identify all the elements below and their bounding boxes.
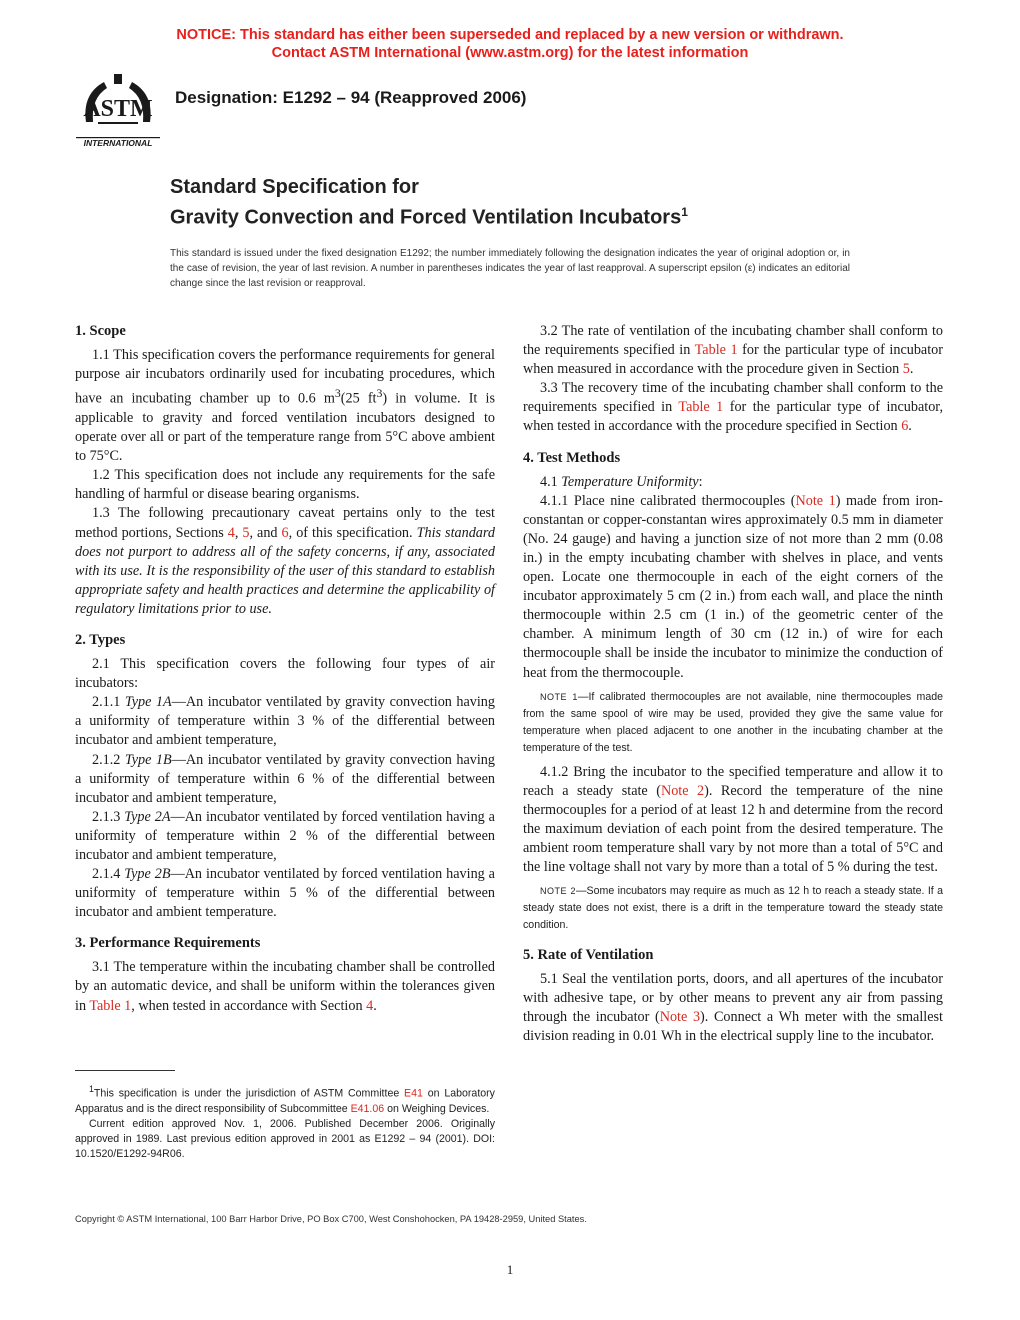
committee-e41-link[interactable]: E41: [404, 1087, 423, 1100]
section-6-link[interactable]: 6: [901, 418, 909, 435]
section-4-link[interactable]: 4: [227, 524, 235, 541]
section-heading-test-methods: 4. Test Methods: [523, 449, 621, 466]
paragraph-1-3: 1.3 The following precautionary caveat pertains only to the test method portions, Sections 4, 5, and 6, of this specification. This standard does not purport to address all of the safety concerns, if any, associated with its use. It is the responsibility of the user of this standard to establish appropriate safety and health practices and determine the applicability of regulatory limitations prior to use.: [75, 505, 495, 617]
left-column: [75, 322, 495, 1016]
section-heading-performance: 3. Performance Requirements: [75, 935, 261, 952]
table-1-link[interactable]: Table 1: [678, 399, 724, 416]
logo-subtext: INTERNATIONAL: [83, 138, 153, 148]
right-column: [523, 322, 943, 1047]
page-number: 1: [506, 1262, 514, 1277]
section-heading-types: 2. Types: [75, 632, 126, 649]
section-6-link[interactable]: 6: [281, 524, 289, 541]
section-heading-scope: 1. Scope: [75, 323, 126, 339]
paragraph-2-1-4: 2.1.4 Type 2B—An incubator ventilated by forced ventilation having a uniformity of temperature within 5 % of the differential between incubator and ambient temperature.: [75, 866, 495, 921]
table-1-link[interactable]: Table 1: [89, 997, 132, 1014]
footnote-rule: [75, 1070, 175, 1071]
paragraph-2-1-3: 2.1.3 Type 2A—An incubator ventilated by forced ventilation having a uniformity of temperature within 2 % of the differential between incubator and ambient temperature,: [75, 808, 495, 863]
footnote-edition: Current edition approved Nov. 1, 2006. Published December 2006. Originally approved in 1989. Last previous edition approved in 2001 as E1292 – 94 (2001). DOI: 10.1520/E1292-94R06.: [75, 1117, 495, 1161]
paragraph-3-1: 3.1 The temperature within the incubating chamber shall be controlled by an automatic device, and shall be uniform within the tolerances given in Table 1, when tested in accordance with Section 4.: [75, 959, 495, 1014]
note-1: NOTE 1—If calibrated thermocouples are not available, nine thermocouples made from the same spool of wire may be used, provided they give the same value for temperature when placed adjacent to one another in the incubating chamber at the temperature of the test.: [523, 690, 943, 754]
astm-international-logo-icon: [74, 72, 162, 150]
footnote-1: $^1$This specification is under the jurisdiction of ASTM Committee E41 on Laboratory Apparatus and is the direct responsibility of Subcommittee E41.06 on Weighing Devices.: [75, 1084, 495, 1115]
title-footnote-mark: 1: [681, 205, 688, 219]
paragraph-2-1-1: 2.1.1 Type 1A—An incubator ventilated by gravity convection having a uniformity of temperature within 3 % of the differential between incubator and ambient temperature,: [75, 694, 495, 749]
section-heading-rate-of-ventilation: 5. Rate of Ventilation: [523, 947, 654, 964]
paragraph-3-2: 3.2 The rate of ventilation of the incubating chamber shall conform to the requirements specified in Table 1 for the particular type of incubator when measured in accordance with the procedure given in Section 5.: [523, 323, 943, 378]
section-4-link[interactable]: 4: [366, 997, 374, 1014]
copyright-line: Copyright © ASTM International, 100 Barr Harbor Drive, PO Box C700, West Conshohocken, PA 19428-2959, United States.: [75, 1214, 587, 1224]
paragraph-4-1-1: 4.1.1 Place nine calibrated thermocouples (Note 1) made from iron-constantan or copper-constantan wires approximately 0.5 mm in diameter (No. 24 gauge) and having a junction size of not more than 2 mm (0.08 in.) in the empty incubating chamber with shelves in place, and vents open. Locate one thermocouple in each of the eight corners of the incubator approximately 5 cm (2 in.) from each wall, and place the ninth thermocouple within 2.5 cm (1 in.) of the geometric center of the chamber. A minimum length of 30 cm (12 in.) of wire for each thermocouple shall be inside the incubator to minimize the conduction of heat from the thermocouple.: [523, 492, 943, 681]
paragraph-2-1: 2.1 This specification covers the following four types of air incubators:: [75, 656, 495, 692]
title-line-2: Gravity Convection and Forced Ventilation Incubators$^1$: [170, 205, 688, 229]
table-1-link[interactable]: Table 1: [694, 342, 738, 359]
subcommittee-e41-06-link[interactable]: E41.06: [350, 1102, 385, 1115]
note-2-link[interactable]: Note 2: [660, 782, 705, 799]
paragraph-1-1: 1.1 This specification covers the performance requirements for general purpose air incubators ordinarily used for incubating procedures, which have an incubating chamber up to 0.6 $m^3(25$ $ft^3$) in volume. It is applicable to gravity and forced ventilation incubators designed to operate over all or part of the temperature range from 5°C above ambient to 75°C.: [75, 347, 495, 465]
title-line-1: Standard Specification for: [170, 176, 419, 198]
section-5-link[interactable]: 5: [902, 361, 910, 378]
notice-line-1: NOTICE: This standard has either been superseded and replaced by a new version or withdrawn.: [176, 27, 844, 43]
paragraph-5-1: 5.1 Seal the ventilation ports, doors, and all apertures of the incubator with adhesive tape, or by other means to prevent any air from passing through the incubator (Note 3). Connect a Wh meter with the smallest division reading in 0.01 Wh in the electrical supply line to the incubator.: [523, 971, 943, 1045]
paragraph-4-1: 4.1 Temperature Uniformity:: [540, 473, 703, 490]
issued-note: This standard is issued under the fixed designation E1292; the number immediately following the designation indicates the year of original adoption or, in the case of revision, the year of last revision. A number in parentheses indicates the year of last reapproval. A superscript epsilon (ε) indicates an editorial change since the last revision or reapproval.: [170, 248, 850, 289]
document-title: [170, 175, 688, 231]
logo-text: ASTM: [83, 96, 153, 122]
paragraph-4-1-2: 4.1.2 Bring the incubator to the specified temperature and allow it to reach a steady state (Note 2). Record the temperature of the nine thermocouples for a period of at least 12 h and determine from the record the maximum deviation of each point from the desired temperature. The ambient room temperature shall vary by not more than a total of 5°C and the line voltage shall not vary by more than a total of 5 % during the test.: [523, 763, 943, 876]
notice-line-2: Contact ASTM International (www.astm.org) for the latest information: [271, 45, 749, 61]
paragraph-2-1-2: 2.1.2 Type 1B—An incubator ventilated by gravity convection having a uniformity of temperature within 6 % of the differential between incubator and ambient temperature,: [75, 751, 495, 806]
designation: Designation: E1292 – 94 (Reapproved 2006): [175, 88, 527, 107]
paragraph-1-2: 1.2 This specification does not include any requirements for the safe handling of harmful or disease bearing organisms.: [75, 467, 495, 503]
note-3-link[interactable]: Note 3: [659, 1009, 701, 1026]
withdrawn-notice: [0, 26, 1020, 62]
footnote: [75, 1082, 495, 1163]
note-2: NOTE 2—Some incubators may require as much as 12 h to reach a steady state. If a steady state does not exist, there is a drift in the temperature toward the steady state condition.: [523, 885, 943, 932]
section-5-link[interactable]: 5: [242, 524, 250, 541]
paragraph-3-3: 3.3 The recovery time of the incubating chamber shall conform to the requirements specified in Table 1 for the particular type of incubator, when tested in accordance with the procedure specified in Section 6.: [523, 380, 943, 435]
note-1-link[interactable]: Note 1: [795, 492, 836, 509]
